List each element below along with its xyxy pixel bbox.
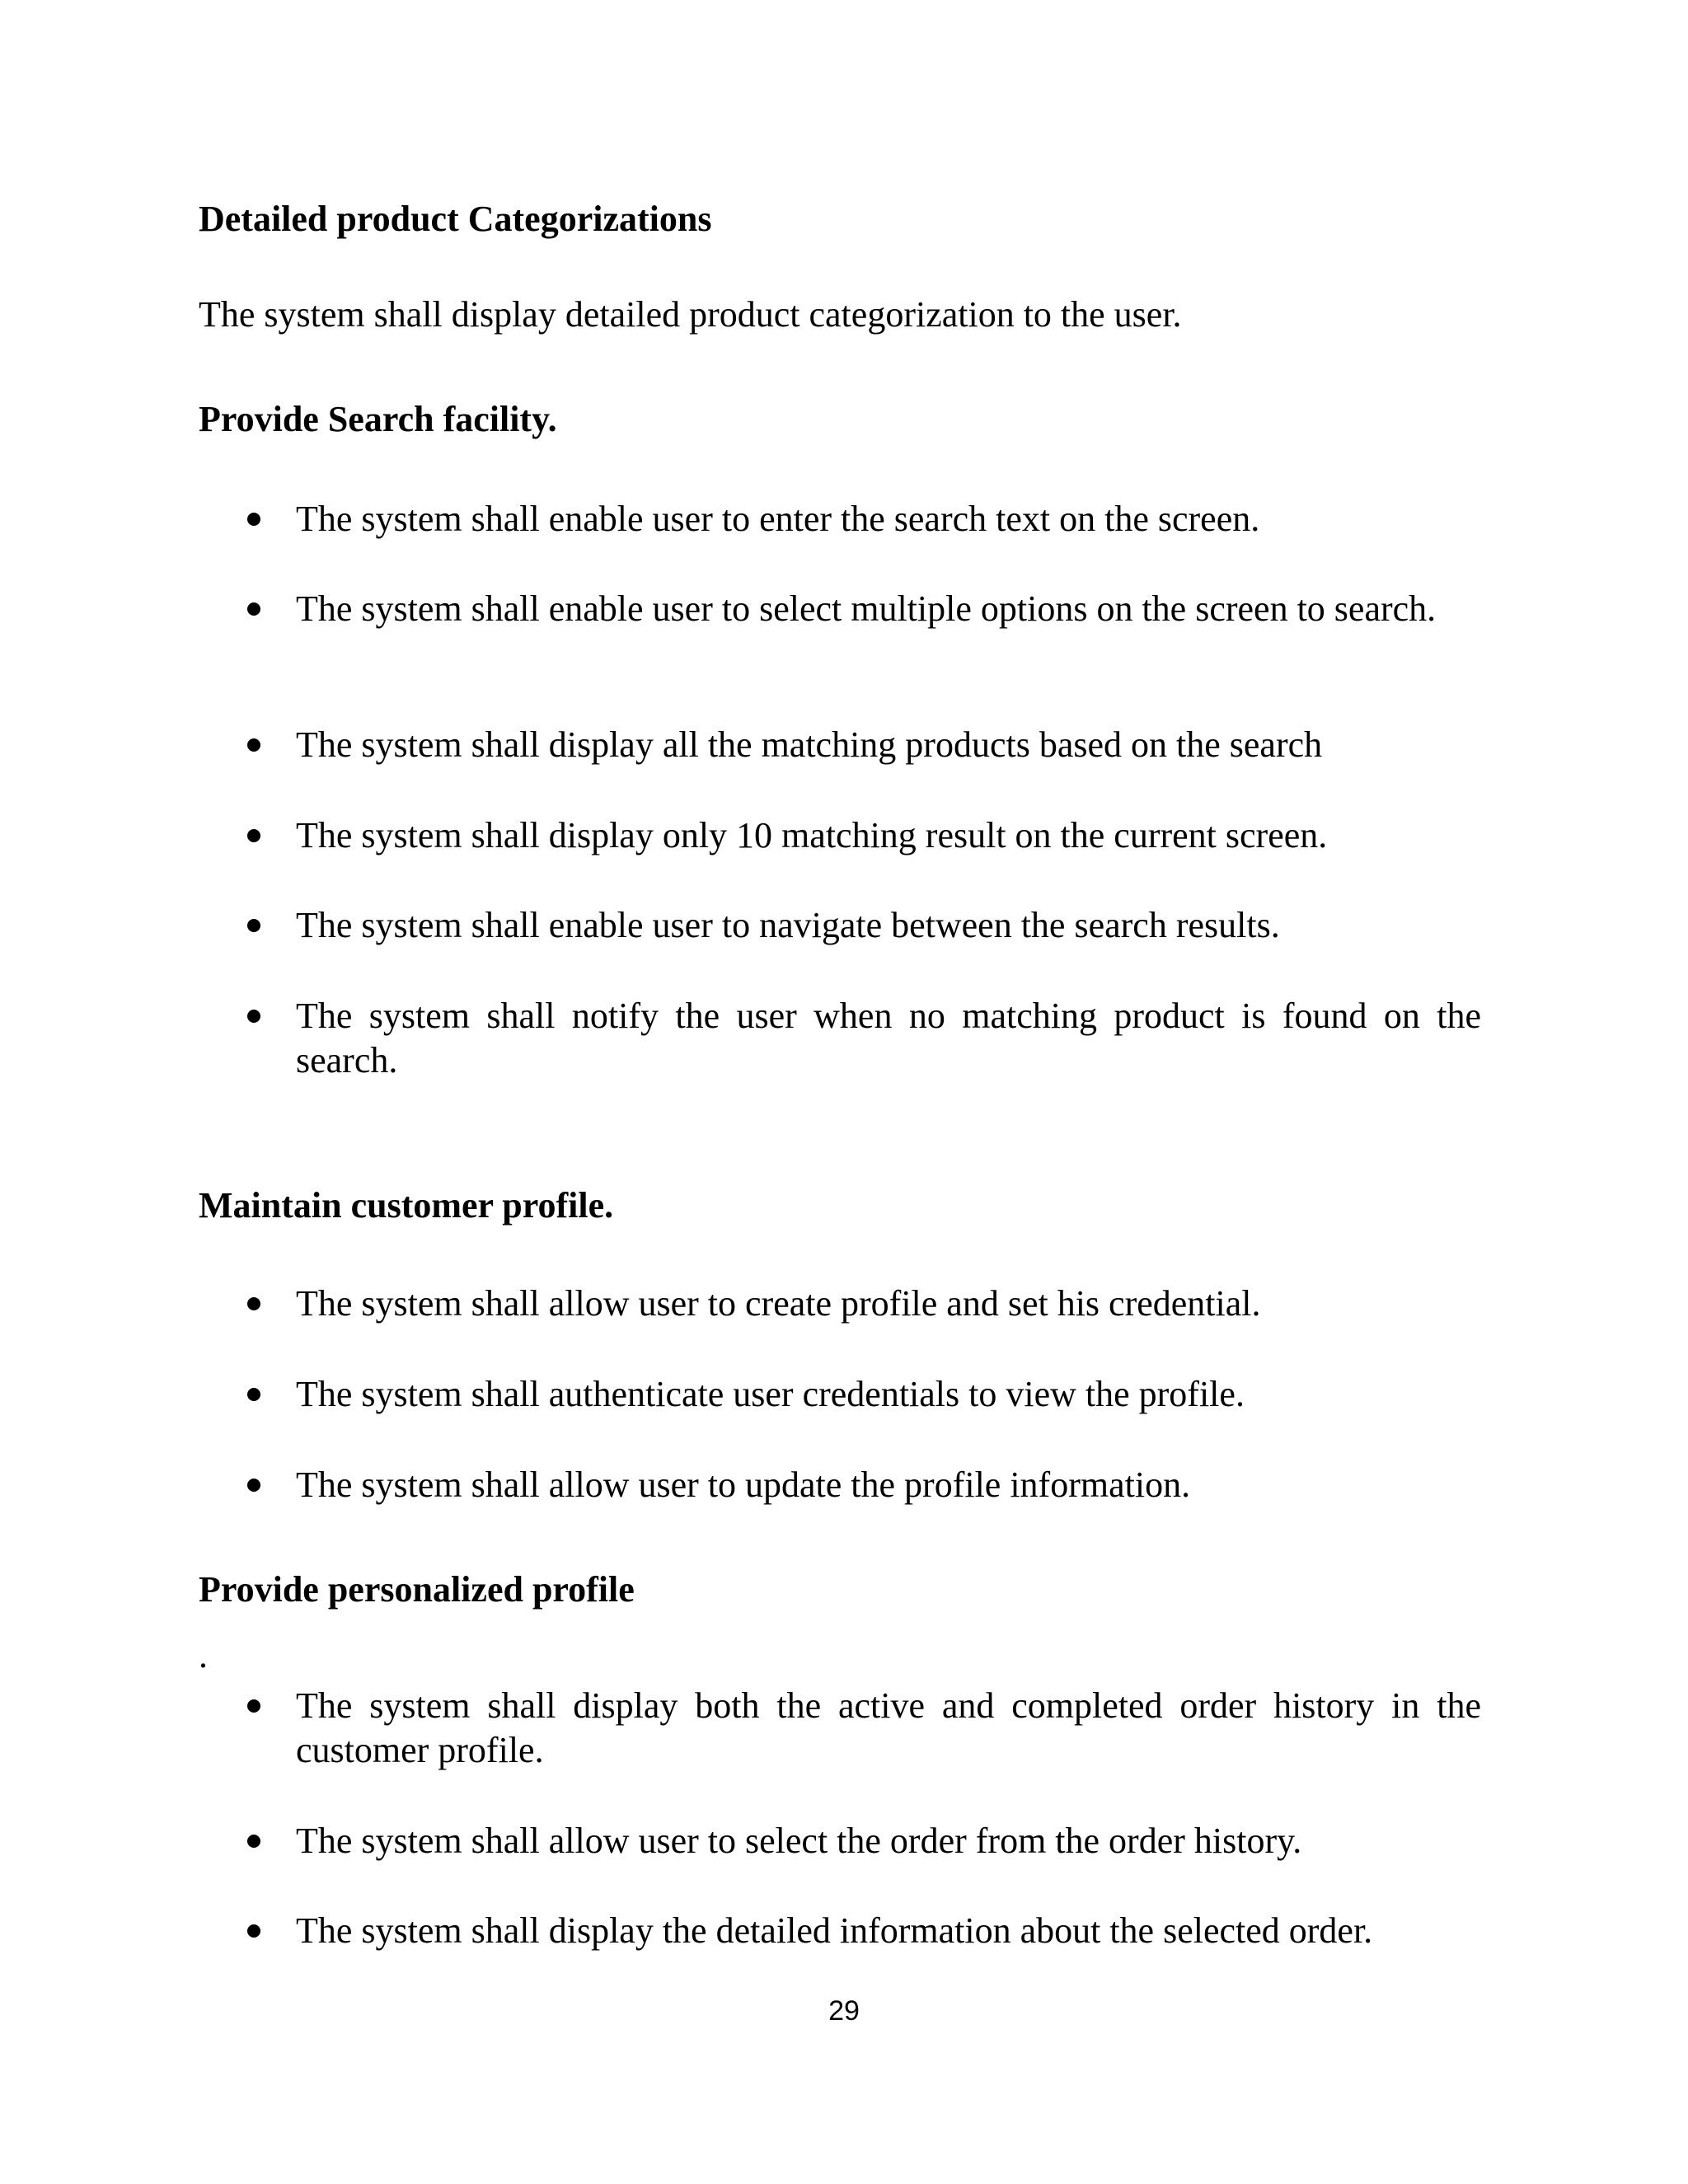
bullet-icon — [247, 1297, 260, 1310]
list-item-text: The system shall display both the active and completed order history in the customer profile. — [296, 1685, 1481, 1770]
section-heading-product-categorizations: Detailed product Categorizations — [199, 199, 712, 239]
paragraph-product-categorization: The system shall display detailed product categorization to the user. — [199, 294, 1182, 335]
bullet-icon — [247, 1010, 260, 1023]
list-item-text: The system shall enable user to enter the search text on the screen. — [296, 499, 1260, 539]
bullet-icon — [247, 513, 260, 526]
bullet-icon — [247, 919, 260, 932]
page-number: 29 — [828, 1995, 860, 2027]
bullet-icon — [247, 1924, 260, 1938]
list-item-text: The system shall allow user to create profile and set his credential. — [296, 1283, 1261, 1324]
list-item-text: The system shall notify the user when no matching product is found on the search. — [296, 996, 1481, 1080]
section-heading-customer-profile: Maintain customer profile. — [199, 1185, 614, 1226]
section-heading-search-facility: Provide Search facility. — [199, 399, 557, 439]
list-item-text: The system shall enable user to select multiple options on the screen to search. — [296, 588, 1437, 629]
bullet-icon — [247, 1699, 260, 1713]
bullet-icon — [247, 1479, 260, 1492]
list-item-text: The system shall allow user to select the order from the order history. — [296, 1821, 1302, 1861]
list-item-text: The system shall display all the matching products based on the search — [296, 724, 1323, 765]
list-item-text: The system shall display only 10 matching result on the current screen. — [296, 815, 1328, 855]
stray-period-mark: . — [199, 1635, 208, 1675]
bullet-icon — [247, 602, 260, 616]
bullet-icon — [247, 829, 260, 842]
list-item-text: The system shall enable user to navigate between the search results. — [296, 905, 1280, 945]
list-item-text: The system shall authenticate user credentials to view the profile. — [296, 1374, 1245, 1414]
bullet-icon — [247, 1835, 260, 1848]
list-item-text: The system shall allow user to update the profile information. — [296, 1465, 1191, 1505]
bullet-icon — [247, 738, 260, 752]
section-heading-personalized-profile: Provide personalized profile — [199, 1569, 635, 1610]
list-item-text: The system shall display the detailed information about the selected order. — [296, 1910, 1373, 1951]
bullet-icon — [247, 1388, 260, 1401]
